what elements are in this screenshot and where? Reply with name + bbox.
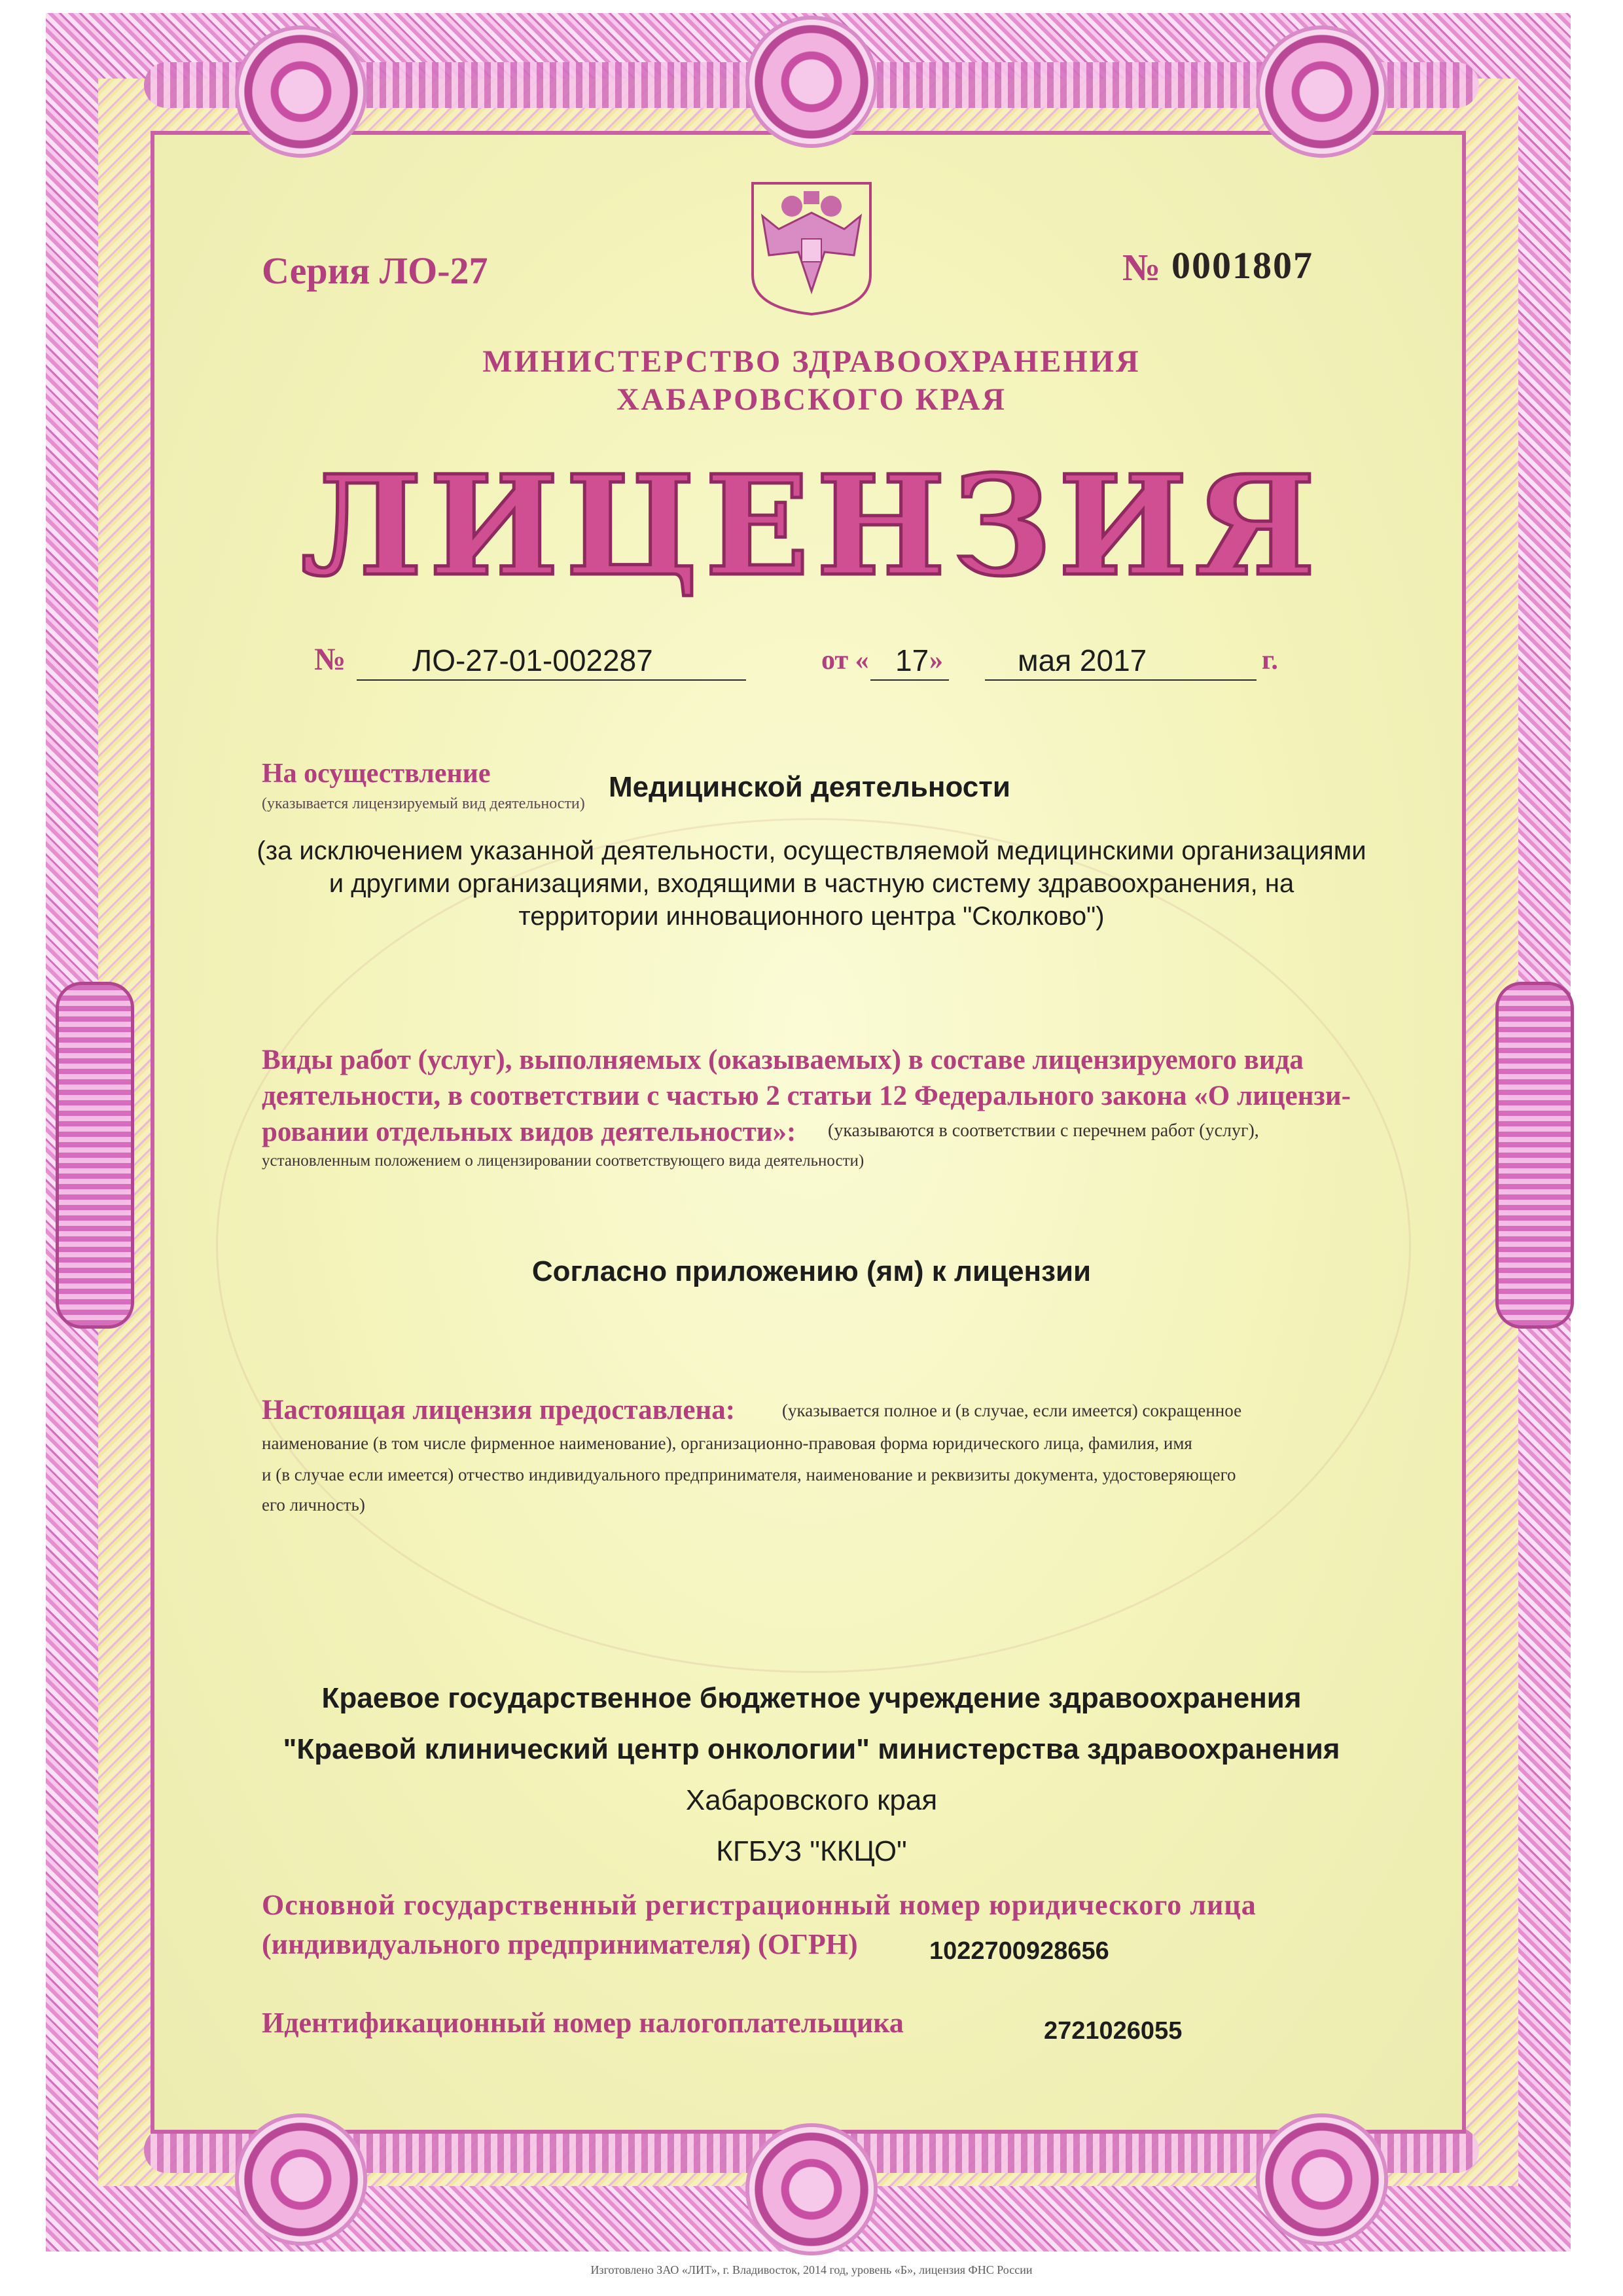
holder-note-line3: и (в случае если имеется) отчество индивидуального предпринимателя, наименование и реквизиты документа, удостоверяющего [262,1465,1236,1484]
license-number: ЛО-27-01-002287 [412,643,653,677]
printer-imprint: Изготовлено ЗАО «ЛИТ», г. Владивосток, 2014 год, уровень «Б», лицензия ФНС России [590,2263,1033,2276]
form-number-value: 0001807 [1171,244,1313,287]
holder-short-name: КГБУЗ "ККЦО" [716,1835,907,1867]
inn-label: Идентификационный номер налогоплательщика [262,2007,904,2039]
date-day-close: » [929,645,943,675]
inn-value: 2721026055 [1044,2017,1183,2045]
activity-exclusion-line1: (за исключением указанной деятельности, осуществляемой медицинскими организациями [257,836,1366,865]
works-heading-line1: Виды работ (услуг), выполняемых (оказываемых) в составе лицензируемого вида [262,1045,1304,1075]
license-day: 17 [895,643,929,677]
document-title: ЛИЦЕНЗИЯ [300,445,1323,607]
license-month-underline [985,679,1257,681]
rosette-bottom-center-ornament [749,2127,874,2251]
holder-name-line3: Хабаровского края [685,1784,938,1816]
license-number-underline [357,679,746,681]
works-heading-line2: деятельности, в соответствии с частью 2 статьи 12 Федерального закона «О лицензи- [262,1081,1351,1111]
ogrn-label-line2: (индивидуального предпринимателя) (ОГРН) [262,1928,858,1960]
form-number-sign: № [1122,246,1161,289]
activity-sublabel: (указывается лицензируемый вид деятельности) [262,795,585,812]
ministry-name-line2: ХАБАРОВСКОГО КРАЯ [616,382,1007,417]
activity-exclusion-line3: территории инновационного центра "Сколково") [518,902,1105,931]
works-note-line1: (указываются в соответствии с перечнем работ (услуг), [828,1121,1259,1141]
license-month-year: мая 2017 [1018,643,1147,677]
works-note-line2: установленным положением о лицензировании соответствующего вида деятельности) [262,1152,865,1170]
rosette-top-left-ornament [239,29,363,154]
holder-heading: Настоящая лицензия предоставлена: [262,1395,736,1426]
works-heading-line3: ровании отдельных видов деятельности»: [262,1117,796,1147]
holder-note-line4: его личность) [262,1495,365,1515]
holder-name-line1: Краевое государственное бюджетное учреждение здравоохранения [321,1682,1302,1714]
ogrn-label-line1: Основной государственный регистрационный номер юридического лица [262,1889,1257,1921]
date-prefix: от « [821,645,869,675]
activity-value: Медицинской деятельности [609,771,1010,803]
rosette-bottom-right-ornament [1260,2117,1384,2242]
year-suffix: г. [1262,645,1278,675]
holder-note-line1: (указывается полное и (в случае, если имеется) сокращенное [782,1401,1242,1420]
rosette-top-center-ornament [749,20,874,144]
rosette-top-right-ornament [1260,29,1384,154]
ministry-name-line1: МИНИСТЕРСТВО ЗДРАВООХРАНЕНИЯ [482,344,1141,379]
holder-note-line2: наименование (в том числе фирменное наименование), организационно-правовая форма юридического лица, фамилия, имя [262,1433,1192,1453]
rosette-bottom-left-ornament [239,2117,363,2242]
license-day-underline [870,679,949,681]
coat-of-arms-emblem [746,177,877,317]
series-label: Серия ЛО-27 [262,249,488,292]
activity-exclusion-line2: и другими организациями, входящими в частную систему здравоохранения, на [329,869,1294,898]
background-guilloche [216,818,1411,1673]
holder-name-line2: "Краевой клинический центр онкологии" министерства здравоохранения [283,1733,1340,1765]
activity-label: На осуществление [262,759,491,789]
license-number-sign: № [314,642,346,677]
works-value: Согласно приложению (ям) к лицензии [531,1255,1092,1287]
ogrn-value: 1022700928656 [929,1937,1109,1965]
